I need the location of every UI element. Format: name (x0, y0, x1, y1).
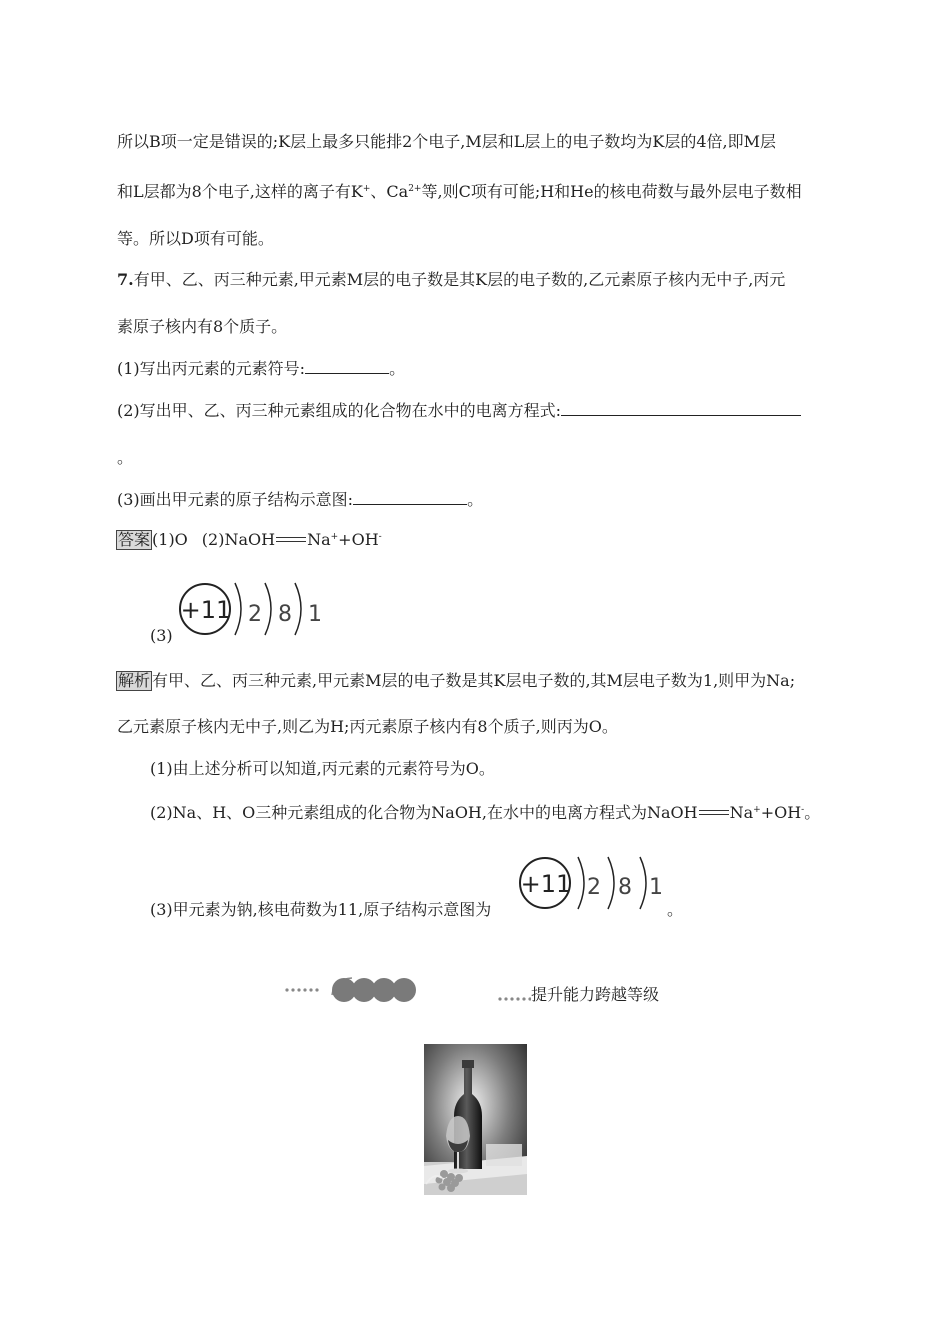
punctuation: 。 (467, 490, 484, 509)
answer-blank-2[interactable] (561, 401, 801, 416)
equation-right: +OH (338, 530, 379, 549)
prev-paragraph-line2 (117, 182, 802, 202)
answer-part3-label: (3) (150, 626, 173, 645)
superscript: - (378, 532, 382, 542)
shell-arc (640, 857, 646, 909)
shell-electron-count: 2 (587, 875, 601, 900)
text-segment: 和L层都为8个电子,这样的离子有K (117, 182, 363, 201)
wine-photo-image (424, 1044, 527, 1195)
banner-circle (392, 978, 416, 1002)
text-segment: 等,则C项有可能;H和He的核电荷数与最外层电子数相 (421, 182, 802, 201)
question-stem-line1 (117, 270, 785, 290)
superscript: + (362, 184, 371, 194)
analysis-line1 (116, 671, 795, 691)
shell-electron-count: 8 (618, 875, 632, 900)
superscript: + (753, 805, 761, 815)
superscript: + (330, 532, 339, 542)
part2-text: (2)写出甲、乙、丙三种元素组成的化合物在水中的电离方程式: (117, 401, 562, 420)
banner-dotted-leader-right (497, 987, 531, 993)
shell-arc (235, 583, 241, 635)
part1-text: (1)写出丙元素的元素符号: (117, 359, 306, 378)
answer-blank-3[interactable] (353, 490, 467, 505)
atom-structure-diagram (175, 578, 335, 640)
analysis-line5: (3)甲元素为钠,核电荷数为11,原子结构示意图为 (150, 900, 492, 919)
question-part3 (117, 490, 483, 510)
equation-arrow (276, 537, 306, 542)
analysis-tag: 解析 (118, 671, 151, 690)
answer-blank-1[interactable] (305, 359, 389, 374)
shell-electron-count: 1 (649, 875, 663, 900)
equation-right: +OH (760, 803, 802, 822)
analysis-line2: 乙元素原子核内无中子,则乙为H;丙元素原子核内有8个质子,则丙为O。 (117, 717, 618, 736)
part3-text: (3)画出甲元素的原子结构示意图: (117, 490, 354, 509)
prev-paragraph-line3: 等。所以D项有可能。 (117, 229, 274, 248)
shell-electron-count: 1 (308, 602, 322, 627)
text-segment: 、Ca (370, 182, 409, 201)
equation-right: Na (729, 803, 754, 822)
equation-left: (2)NaOH (201, 530, 276, 549)
punctuation: 。 (389, 359, 406, 378)
equation-right: Na (307, 530, 331, 549)
analysis-line4 (150, 803, 820, 823)
question-part2 (117, 401, 801, 421)
shell-electron-count: 2 (248, 602, 262, 627)
shell-arc (578, 857, 584, 909)
atom-structure-diagram-analysis (518, 853, 668, 915)
section-banner-decoration (284, 975, 424, 1005)
shell-arc (295, 583, 301, 635)
section-banner-label: 提升能力跨越等级 (531, 985, 660, 1004)
punctuation: 。 (804, 803, 821, 822)
shell-electron-count: 8 (278, 602, 292, 627)
dotted-leader (285, 988, 318, 991)
equation-arrow (699, 810, 729, 815)
answer-part1: (1)O (152, 530, 188, 549)
question-part1 (117, 359, 405, 379)
analysis-line3: (1)由上述分析可以知道,丙元素的元素符号为O。 (150, 759, 495, 778)
nucleus-charge: +11 (180, 596, 232, 624)
superscript: - (801, 805, 805, 815)
question-stem: 有甲、乙、丙三种元素,甲元素M层的电子数是其K层的电子数的,乙元素原子核内无中子,丙元 (133, 270, 786, 289)
superscript: 2+ (408, 184, 422, 194)
shell-arc (608, 857, 614, 909)
shell-arc (265, 583, 271, 635)
question-part2-end: 。 (117, 448, 134, 467)
question-stem-line2: 素原子核内有8个质子。 (117, 317, 288, 336)
answer-line (116, 530, 382, 550)
answer-tag: 答案 (118, 530, 151, 549)
analysis-text: 有甲、乙、丙三种元素,甲元素M层的电子数是其K层电子数的,其M层电子数为1,则甲为Na; (152, 671, 796, 690)
analysis-line5-end: 。 (667, 900, 684, 919)
prev-paragraph-line1: 所以B项一定是错误的;K层上最多只能排2个电子,M层和L层上的电子数均为K层的4倍,即M层 (117, 132, 776, 151)
nucleus-charge: +11 (520, 870, 572, 898)
question-number: 7. (117, 270, 134, 289)
analysis-text: (2)Na、H、O三种元素组成的化合物为NaOH,在水中的电离方程式为NaOH (150, 803, 698, 822)
